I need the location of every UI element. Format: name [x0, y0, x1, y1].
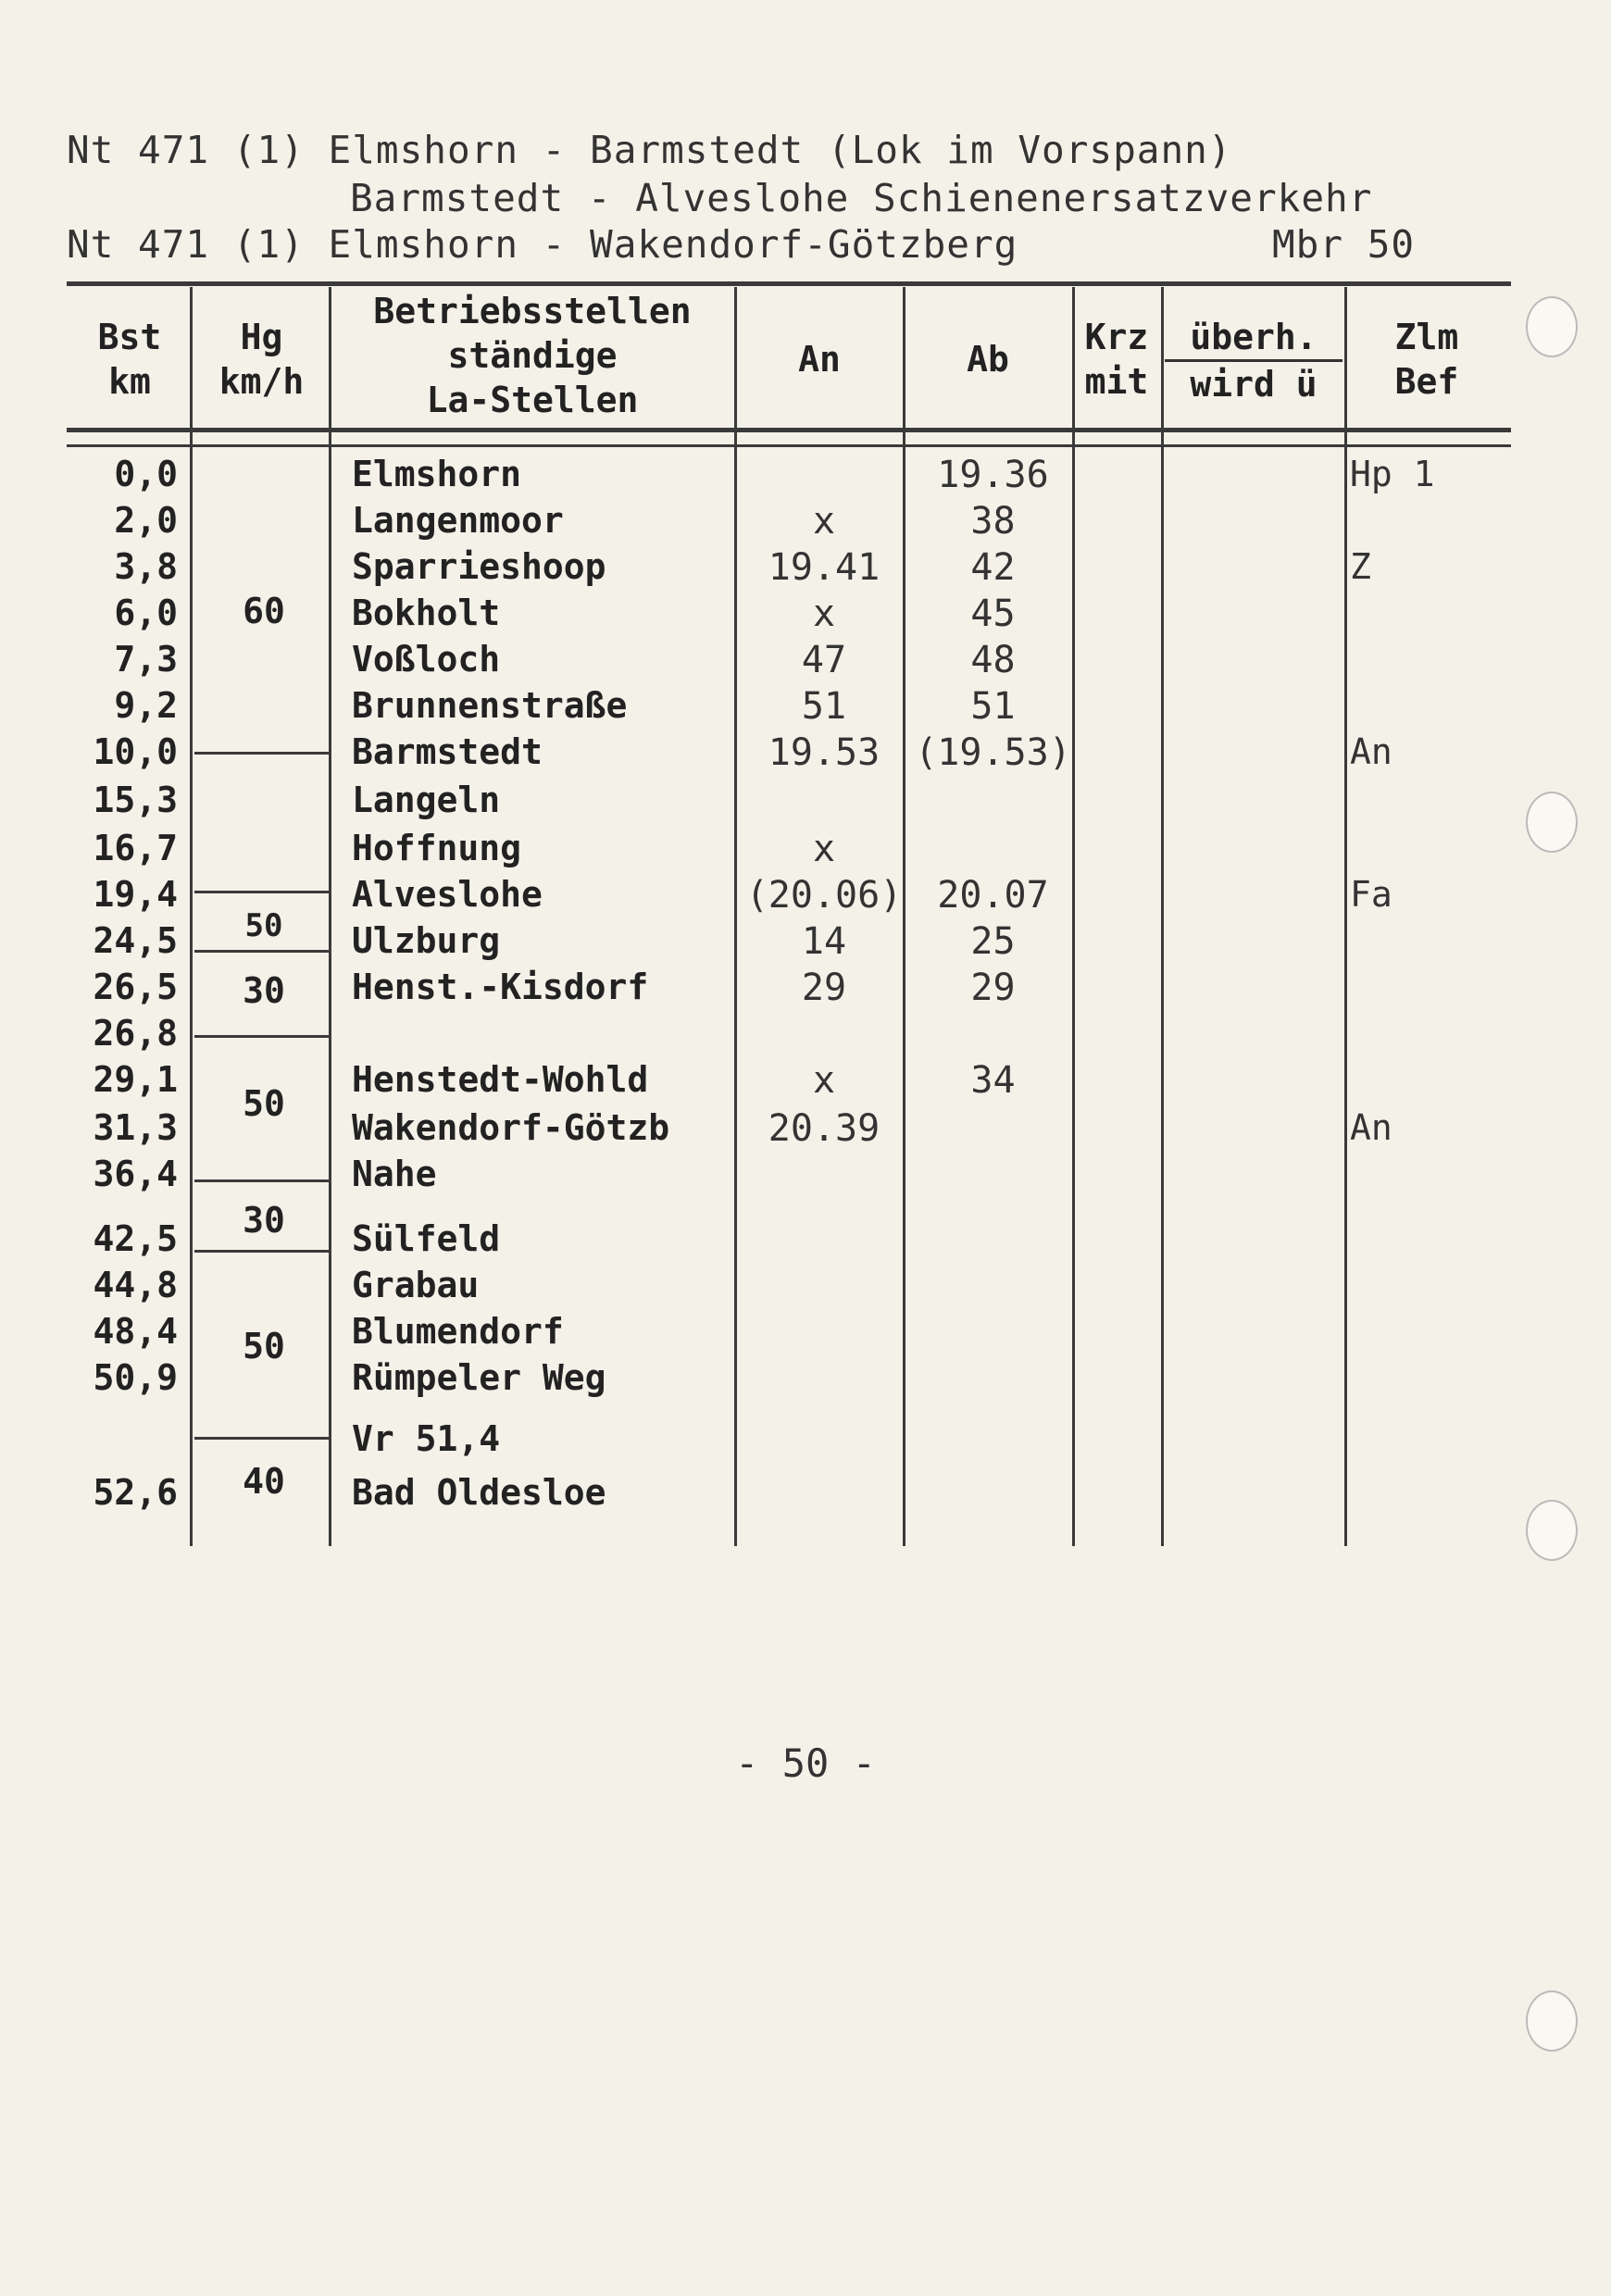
km-cell: 15,3: [93, 780, 178, 820]
an-cell: (20.06): [745, 874, 903, 917]
km-cell: 50,9: [93, 1357, 178, 1398]
station-cell: Hoffnung: [352, 828, 522, 868]
station-cell: Voßloch: [352, 639, 501, 680]
km-cell: 29,1: [93, 1059, 178, 1100]
header-line-1: Nt 471 (1) Elmshorn - Barmstedt (Lok im Vorspann): [67, 128, 1232, 172]
km-cell: 26,8: [93, 1013, 178, 1054]
speed-value: 50: [243, 1326, 285, 1366]
ab-cell: (19.53): [915, 731, 1071, 774]
col-header-ab: Ab: [967, 339, 1009, 380]
ab-cell: 51: [970, 685, 1016, 728]
table-header-rule: [67, 428, 1511, 432]
ab-cell: 38: [970, 500, 1016, 543]
page-number: - 50 -: [735, 1741, 876, 1786]
col-line-km: [190, 287, 193, 1546]
speed-value: 60: [243, 591, 285, 631]
speed-break: [194, 1179, 329, 1182]
km-cell: 16,7: [93, 828, 178, 868]
an-cell: x: [812, 500, 836, 543]
station-cell: Blumendorf: [352, 1311, 564, 1352]
col-line-station: [734, 287, 737, 1546]
col-line-krz: [1161, 287, 1164, 1546]
col-line-hg: [329, 287, 331, 1546]
km-cell: 10,0: [93, 731, 178, 772]
an-cell: 29: [801, 967, 847, 1009]
speed-break: [194, 1250, 329, 1253]
speed-break: [194, 950, 329, 953]
zlm-cell: Hp 1: [1350, 454, 1435, 494]
mbr-label: Mbr 50: [1272, 222, 1416, 267]
station-cell: Bokholt: [352, 593, 501, 633]
km-cell: 6,0: [114, 593, 178, 633]
speed-value: 40: [243, 1461, 285, 1502]
km-cell: 31,3: [93, 1107, 178, 1148]
km-cell: 26,5: [93, 967, 178, 1007]
ab-cell: 25: [970, 920, 1016, 963]
station-cell: Elmshorn: [352, 454, 522, 494]
km-cell: 48,4: [93, 1311, 178, 1352]
col-header-hg: Hg km/h: [219, 317, 305, 402]
col-header-an: An: [798, 339, 841, 380]
station-cell: Sülfeld: [352, 1218, 501, 1259]
an-cell: 47: [801, 639, 847, 681]
header-line-3: Nt 471 (1) Elmshorn - Wakendorf-Götzberg: [67, 222, 1018, 267]
km-cell: 44,8: [93, 1265, 178, 1305]
ab-cell: 48: [970, 639, 1016, 681]
speed-value: 50: [243, 1083, 285, 1124]
km-cell: 7,3: [114, 639, 178, 680]
punch-hole: [1526, 792, 1578, 853]
km-cell: 42,5: [93, 1218, 178, 1259]
station-cell: Grabau: [352, 1265, 480, 1305]
table-header-rule-2: [67, 444, 1511, 447]
zlm-cell: Fa: [1350, 874, 1392, 915]
station-cell: Rümpeler Weg: [352, 1357, 606, 1398]
an-cell: x: [812, 593, 836, 635]
km-cell: 0,0: [114, 454, 178, 494]
punch-hole: [1526, 1500, 1578, 1561]
ab-cell: 45: [970, 593, 1016, 635]
ab-cell: 20.07: [937, 874, 1049, 917]
station-cell: Alveslohe: [352, 874, 543, 915]
an-cell: x: [812, 828, 836, 870]
speed-break: [194, 752, 329, 755]
station-cell: Vr 51,4: [352, 1418, 501, 1459]
station-cell: Sparrieshoop: [352, 546, 606, 587]
punch-hole: [1526, 1990, 1578, 2052]
col-header-zlm: Zlm Bef: [1394, 317, 1459, 402]
col-header-betrieb: Betriebsstellen ständige La-Stellen: [373, 291, 692, 420]
speed-break: [194, 1035, 329, 1038]
speed-value: 30: [243, 970, 285, 1011]
header-line-2: Barmstedt - Alveslohe Schienenersatzverkehr: [350, 176, 1373, 220]
col-header-krz: Krz mit: [1084, 317, 1149, 402]
station-cell: Wakendorf-Götzb: [352, 1107, 670, 1148]
station-cell: Ulzburg: [352, 920, 501, 961]
km-cell: 2,0: [114, 500, 178, 541]
km-cell: 36,4: [93, 1154, 178, 1194]
station-cell: Barmstedt: [352, 731, 543, 772]
col-header-bst: Bst km: [97, 317, 162, 402]
station-cell: Nahe: [352, 1154, 437, 1194]
an-cell: x: [812, 1059, 836, 1102]
an-cell: 20.39: [768, 1107, 880, 1150]
station-cell: Henst.-Kisdorf: [352, 967, 649, 1007]
col-line-uberh: [1344, 287, 1347, 1546]
station-cell: Bad Oldesloe: [352, 1472, 606, 1513]
an-cell: 19.53: [768, 731, 880, 774]
station-cell: Langeln: [352, 780, 501, 820]
speed-value: 50: [244, 907, 283, 944]
speed-break: [194, 891, 329, 893]
an-cell: 14: [801, 920, 847, 963]
km-cell: 3,8: [114, 546, 178, 587]
punch-hole: [1526, 296, 1578, 357]
station-cell: Langenmoor: [352, 500, 564, 541]
ab-cell: 19.36: [937, 454, 1049, 496]
station-cell: Brunnenstraße: [352, 685, 628, 726]
zlm-cell: An: [1350, 1107, 1392, 1148]
speed-value: 30: [243, 1200, 285, 1241]
km-cell: 24,5: [93, 920, 178, 961]
station-cell: Henstedt-Wohld: [352, 1059, 649, 1100]
km-cell: 52,6: [93, 1472, 178, 1513]
ab-cell: 42: [970, 546, 1016, 589]
an-cell: 51: [801, 685, 847, 728]
col-header-uberh: überh. wird ü: [1165, 315, 1342, 406]
km-cell: 9,2: [114, 685, 178, 726]
ab-cell: 29: [970, 967, 1016, 1009]
zlm-cell: An: [1350, 731, 1392, 772]
zlm-cell: Z: [1350, 546, 1371, 587]
km-cell: 19,4: [93, 874, 178, 915]
ab-cell: 34: [970, 1059, 1016, 1102]
table-top-rule: [67, 281, 1511, 286]
speed-break: [194, 1437, 329, 1440]
an-cell: 19.41: [768, 546, 880, 589]
